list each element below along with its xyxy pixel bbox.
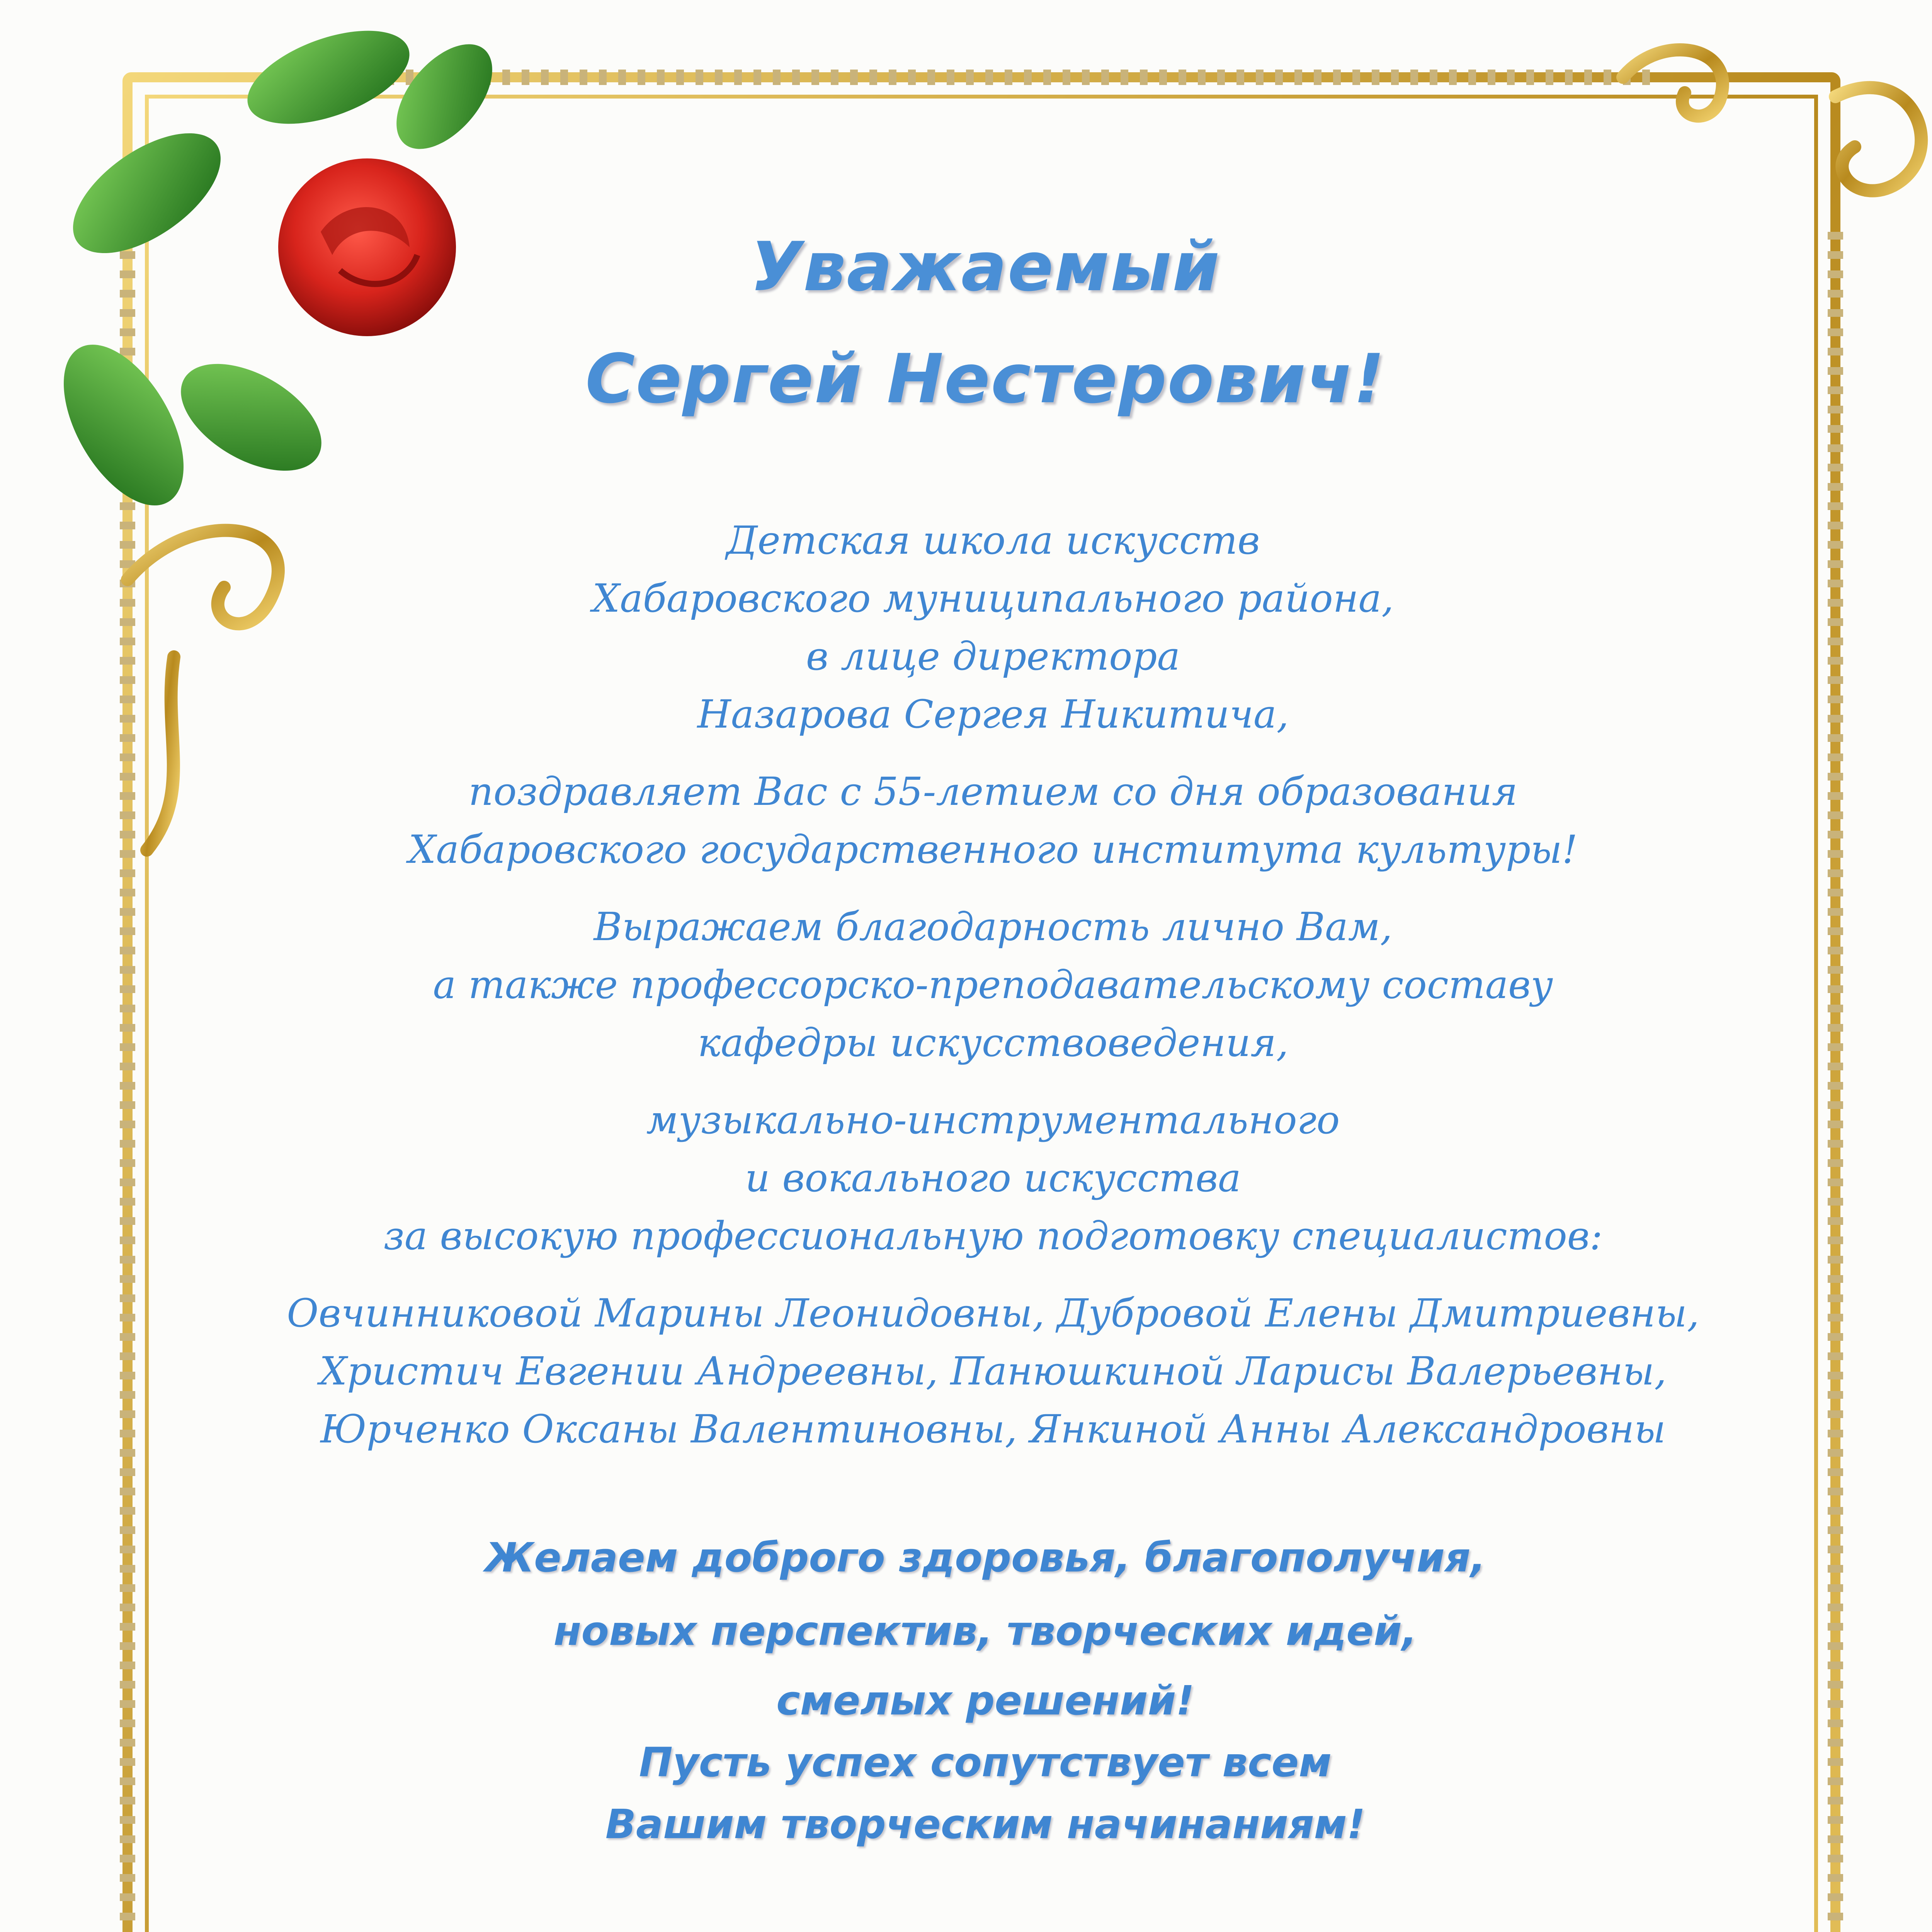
- body-line: поздравляет Вас с 55-летием со дня образования: [468, 769, 1518, 814]
- body-line: за высокую профессиональную подготовку специалистов:: [383, 1213, 1603, 1259]
- wish-line: Вашим творческим начинаниям!: [605, 1801, 1366, 1848]
- body-line: Хабаровского муниципального района,: [592, 576, 1394, 621]
- body-line: Выражаем благодарность лично Вам,: [594, 904, 1393, 949]
- body-line: Детская школа искусств: [726, 518, 1260, 563]
- greeting-line-1: Уважаемый: [750, 228, 1221, 306]
- body-line: и вокального искусства: [745, 1155, 1241, 1201]
- body-line: музыкально-инструментального: [646, 1097, 1340, 1143]
- body-line: Христич Евгении Андреевны, Панюшкиной Ларисы Валерьевны,: [319, 1349, 1667, 1394]
- body-line: а также профессорско-преподавательскому составу: [433, 962, 1553, 1007]
- body-line: кафедры искусствоведения,: [697, 1020, 1289, 1065]
- body-line: Овчинниковой Марины Леонидовны, Дубровой Елены Дмитриевны,: [287, 1291, 1699, 1336]
- body-line: Назарова Сергея Никитича,: [697, 692, 1289, 737]
- body-line: Юрченко Оксаны Валентиновны, Янкиной Анны Александровны: [320, 1406, 1666, 1452]
- wish-line: Желаем доброго здоровья, благополучия,: [485, 1534, 1486, 1581]
- wish-line: новых перспектив, творческих идей,: [553, 1607, 1417, 1655]
- greeting-line-2: Сергей Нестерович!: [585, 340, 1385, 418]
- wish-line: смелых решений!: [776, 1677, 1194, 1724]
- body-line: Хабаровского государственного института культуры!: [408, 827, 1578, 872]
- wish-line: Пусть успех сопутствует всем: [639, 1739, 1332, 1786]
- body-line: в лице директора: [806, 634, 1180, 679]
